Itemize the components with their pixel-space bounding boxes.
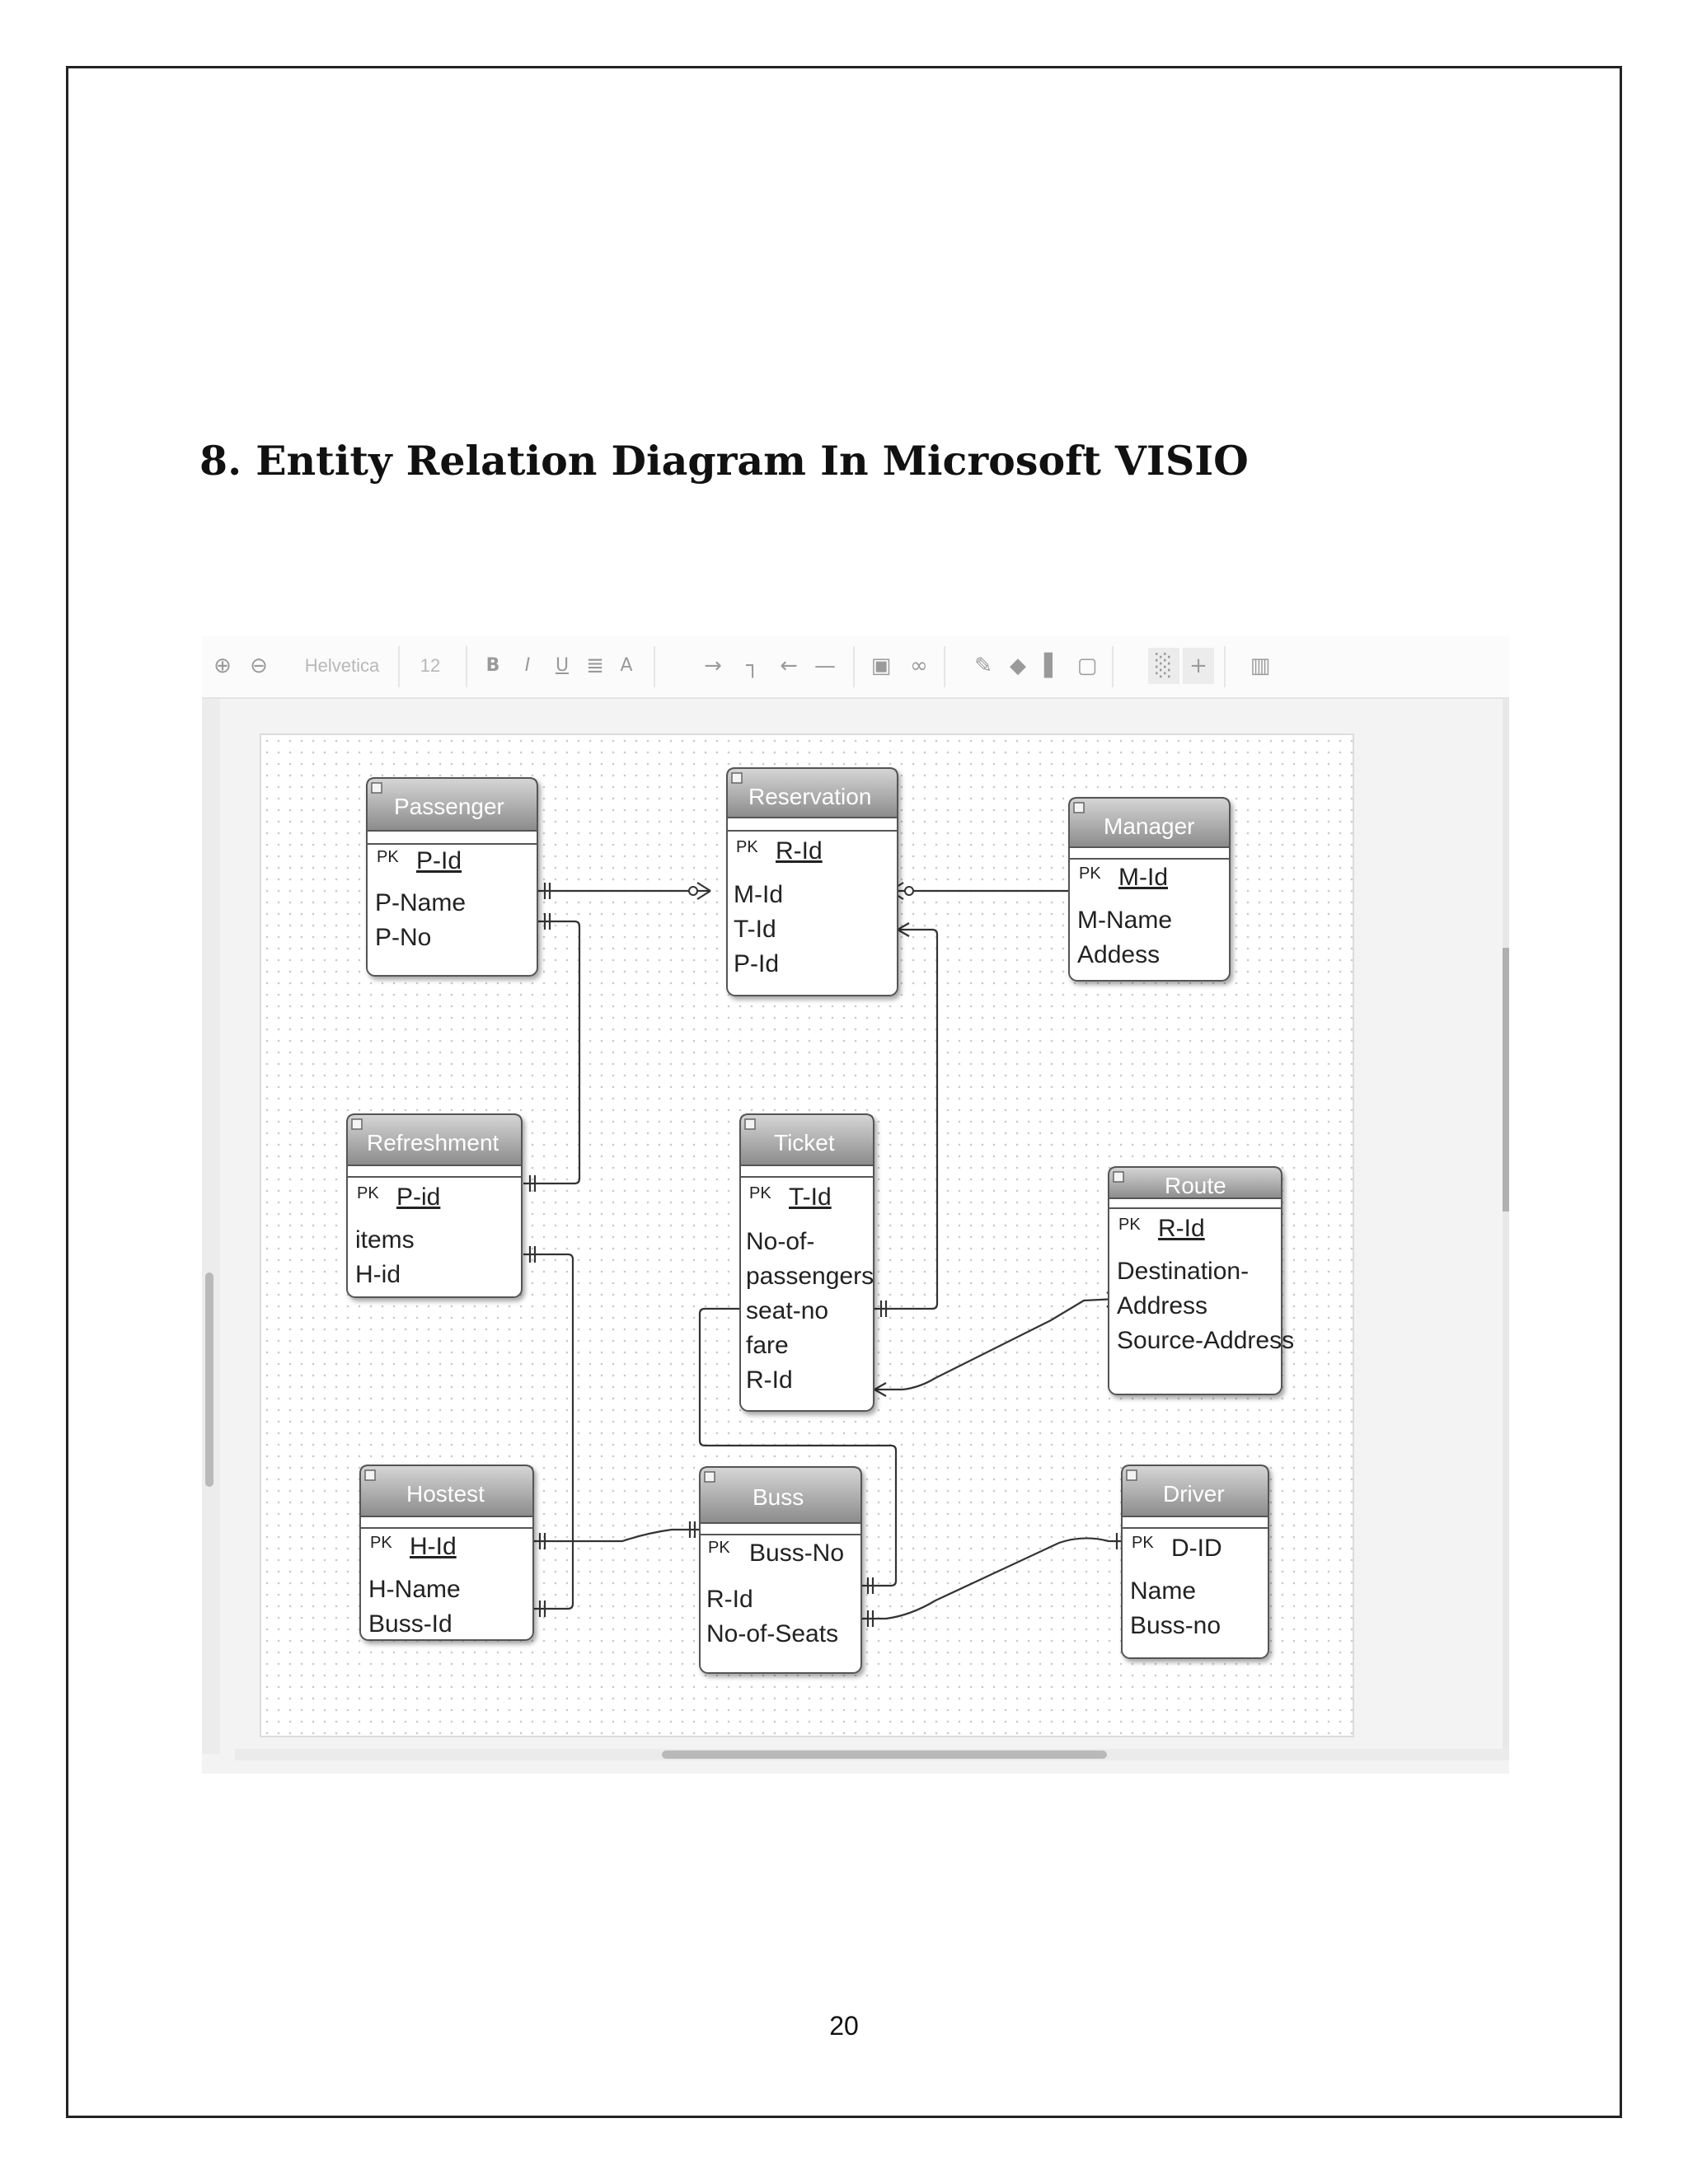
page-number: 20	[829, 2011, 859, 2041]
attribute: Name	[1130, 1577, 1197, 1605]
attribute: R-Id	[746, 1366, 793, 1394]
elbow-connector-icon[interactable]: ┐	[746, 654, 759, 678]
attribute: seat-no	[746, 1297, 829, 1324]
underline-button[interactable]: U	[555, 655, 570, 676]
pk-field: H-Id	[410, 1533, 457, 1560]
attribute: P-Id	[734, 950, 780, 977]
pk-label: PK	[749, 1184, 771, 1202]
attribute: H-Name	[368, 1576, 461, 1603]
attribute: M-Name	[1077, 907, 1173, 934]
attribute: P-Name	[375, 889, 467, 916]
optional-mark	[689, 887, 697, 895]
attribute: Buss-Id	[368, 1610, 452, 1638]
zoom-in-icon[interactable]: ⊕	[213, 654, 232, 678]
collapse-icon	[352, 1119, 362, 1129]
collapse-icon	[1127, 1470, 1137, 1480]
entity-title: Driver	[1163, 1481, 1225, 1507]
visio-screenshot	[202, 636, 1509, 1774]
straight-connector-icon[interactable]: →	[704, 654, 722, 678]
arrow-left-icon[interactable]: ←	[780, 654, 798, 678]
section-heading: 8. Entity Relation Diagram In Microsoft VISIO	[199, 437, 1249, 485]
guides-icon[interactable]: +	[1183, 648, 1214, 684]
fill-color-icon[interactable]: ◆	[1010, 654, 1026, 678]
align-icon[interactable]: ≣	[586, 654, 604, 678]
attribute: No-of-	[746, 1228, 815, 1255]
entity-title: Route	[1165, 1173, 1226, 1198]
font-name-select[interactable]: Helvetica	[304, 655, 380, 676]
buss-driver-line	[861, 1538, 1125, 1619]
collapse-icon	[745, 1119, 755, 1129]
pk-field: R-Id	[776, 837, 823, 865]
pk-field: D-ID	[1171, 1535, 1222, 1562]
attribute: No-of-Seats	[706, 1620, 839, 1647]
pk-field: P-id	[396, 1183, 441, 1211]
attribute: passengers	[746, 1263, 874, 1290]
pk-label: PK	[1132, 1534, 1154, 1552]
bold-button[interactable]: B	[485, 655, 500, 676]
collapse-icon	[1074, 803, 1084, 813]
attribute: T-Id	[734, 916, 776, 943]
ticket-route-line	[874, 1299, 1117, 1390]
attribute: M-Id	[734, 881, 783, 908]
entity-title: Reservation	[748, 784, 872, 809]
page-format-icon[interactable]: ▥	[1250, 654, 1271, 678]
pk-field: M-Id	[1118, 864, 1168, 891]
link-icon[interactable]: ∞	[910, 654, 928, 678]
entity-title: Manager	[1104, 813, 1195, 839]
pk-field: P-Id	[416, 847, 462, 874]
pk-field: R-Id	[1158, 1215, 1205, 1242]
pk-field: Buss-No	[749, 1540, 845, 1567]
er-diagram	[202, 636, 1509, 1774]
attribute: Source-Address	[1117, 1327, 1295, 1354]
line-icon[interactable]: —	[814, 654, 836, 678]
font-color-button[interactable]: A	[620, 655, 633, 676]
collapse-icon	[1114, 1172, 1123, 1182]
collapse-icon	[705, 1472, 715, 1482]
pk-label: PK	[377, 848, 399, 866]
attribute: Address	[1117, 1292, 1208, 1319]
hostest-buss-line	[533, 1530, 700, 1541]
font-size-select[interactable]: 12	[420, 655, 441, 676]
grid-icon[interactable]: ░	[1148, 648, 1179, 684]
attribute: items	[355, 1226, 415, 1254]
pk-label: PK	[1118, 1216, 1141, 1234]
entity-title: Refreshment	[367, 1130, 499, 1155]
attribute: P-No	[375, 924, 432, 951]
entity-title: Ticket	[774, 1130, 835, 1155]
collapse-icon	[372, 783, 382, 793]
collapse-icon	[732, 773, 742, 783]
italic-button[interactable]: I	[524, 655, 531, 676]
pen-color-icon[interactable]: ✎	[974, 654, 992, 678]
image-icon[interactable]: ▣	[870, 654, 892, 678]
entity-title: Buss	[753, 1484, 804, 1510]
zoom-out-icon[interactable]: ⊖	[250, 654, 268, 678]
pk-label: PK	[1079, 865, 1101, 883]
attribute: R-Id	[706, 1586, 753, 1613]
pk-label: PK	[708, 1539, 730, 1557]
pk-label: PK	[370, 1534, 392, 1552]
attribute: H-id	[355, 1261, 401, 1288]
pk-field: T-Id	[789, 1183, 832, 1211]
shadow-icon[interactable]: ▢	[1076, 654, 1098, 678]
entity-title: Passenger	[394, 794, 504, 819]
attribute: fare	[746, 1332, 789, 1359]
attribute: Destination-	[1117, 1258, 1250, 1285]
collapse-icon	[365, 1470, 375, 1480]
attribute: Addess	[1077, 941, 1160, 968]
pk-label: PK	[357, 1184, 379, 1202]
attribute: Buss-no	[1130, 1612, 1221, 1639]
pk-label: PK	[736, 838, 758, 856]
entity-title: Hostest	[406, 1481, 485, 1507]
line-style-icon[interactable]: ▌	[1044, 654, 1061, 678]
optional-mark	[905, 887, 913, 895]
